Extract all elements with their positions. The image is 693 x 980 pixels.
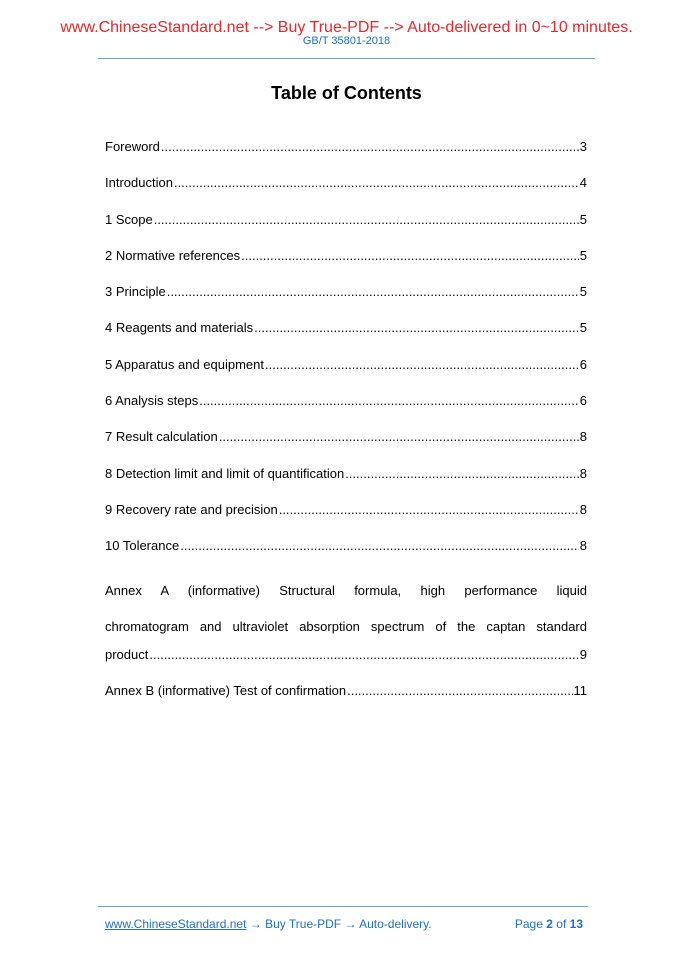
toc-entry-apparatus[interactable] [105, 355, 587, 391]
promo-banner[interactable]: www.ChineseStandard.net --> Buy True-PDF --> Auto-delivered in 0~10 minutes. [60, 19, 633, 36]
toc-entry-label: 7 Result calculation [105, 429, 218, 445]
toc-entry-label: product [105, 647, 149, 663]
toc-entry-label: 4 Reagents and materials [105, 320, 254, 336]
toc-entry-label: 9 Recovery rate and precision [105, 501, 278, 517]
toc-entry-label: 6 Analysis steps [105, 393, 199, 409]
page-indicator [515, 916, 583, 932]
toc-entry-label: 8 Detection limit and limit of quantification [105, 465, 345, 481]
toc-page-number: 8 [579, 501, 587, 517]
toc-page-number: 8 [579, 429, 587, 445]
toc-entry-label: 5 Apparatus and equipment [105, 356, 265, 372]
toc-entry-analysis-steps[interactable] [105, 391, 587, 427]
page-of-label: of [556, 917, 567, 931]
toc-page-number: 5 [579, 247, 587, 263]
toc-entry-tolerance[interactable] [105, 536, 587, 572]
toc-leader-dots [347, 681, 572, 701]
toc-entry-label: 2 Normative references [105, 247, 241, 263]
footer-delivery-text: → Auto-delivery. [344, 917, 432, 931]
footer-promo [105, 916, 432, 932]
total-page-number: 13 [569, 917, 583, 931]
document-number: GB/T 35801-2018 [302, 35, 391, 47]
toc-leader-dots [279, 500, 579, 520]
toc-leader-dots [174, 173, 579, 193]
annex-a-line-1: Annex A (informative) Structural formula, high performance liquid [105, 582, 587, 598]
header-divider [98, 58, 595, 59]
table-of-contents [105, 137, 587, 718]
toc-entry-label: Annex B (informative) Test of confirmation [105, 683, 347, 699]
toc-leader-dots [161, 137, 579, 157]
toc-entry-result-calculation[interactable] [105, 427, 587, 463]
toc-leader-dots [265, 355, 579, 375]
page-title: Table of Contents [271, 83, 422, 103]
toc-entry-introduction[interactable] [105, 173, 587, 209]
footer-buy-text: → Buy True-PDF [246, 917, 345, 931]
toc-leader-dots [345, 464, 579, 484]
toc-entry-label: Introduction [105, 175, 173, 191]
footer-site-link[interactable]: www.ChineseStandard.net [105, 917, 247, 931]
toc-entry-foreword[interactable] [105, 137, 587, 173]
annex-a-line-3 [105, 645, 587, 681]
toc-leader-dots [154, 210, 579, 230]
toc-leader-dots [180, 536, 579, 556]
toc-page-number: 3 [579, 139, 587, 154]
annex-a-line-2: chromatogram and ultraviolet absorption spectrum of the captan standard [105, 618, 587, 634]
toc-leader-dots [199, 391, 579, 411]
toc-leader-dots [219, 427, 579, 447]
toc-page-number: 5 [579, 320, 587, 336]
toc-page-number: 5 [579, 211, 587, 227]
toc-page-number: 9 [579, 647, 587, 663]
toc-leader-dots [149, 645, 578, 665]
toc-leader-dots [254, 318, 579, 338]
toc-entry-annex-b[interactable] [105, 681, 587, 717]
toc-entry-detection-limit[interactable] [105, 464, 587, 500]
toc-entry-label: 10 Tolerance [105, 538, 180, 554]
toc-entry-scope[interactable] [105, 210, 587, 246]
footer-divider [98, 906, 588, 907]
toc-entry-reagents[interactable] [105, 318, 587, 354]
toc-leader-dots [241, 246, 579, 266]
toc-leader-dots [167, 282, 579, 302]
toc-page-number: 8 [579, 465, 587, 481]
toc-page-number: 5 [579, 284, 587, 300]
toc-entry-label: Foreword [105, 139, 160, 154]
toc-page-number: 8 [579, 538, 587, 554]
current-page-number: 2 [546, 917, 553, 931]
toc-entry-annex-a[interactable] [105, 573, 587, 682]
toc-page-number: 4 [579, 175, 587, 191]
toc-entry-normative-references[interactable] [105, 246, 587, 282]
toc-page-number: 11 [573, 683, 587, 699]
toc-page-number: 6 [579, 356, 587, 372]
toc-entry-label: 3 Principle [105, 284, 166, 300]
toc-entry-recovery-rate[interactable] [105, 500, 587, 536]
toc-entry-label: 1 Scope [105, 211, 153, 227]
toc-entry-principle[interactable] [105, 282, 587, 318]
toc-page-number: 6 [579, 393, 587, 409]
page-label: Page [514, 917, 543, 931]
